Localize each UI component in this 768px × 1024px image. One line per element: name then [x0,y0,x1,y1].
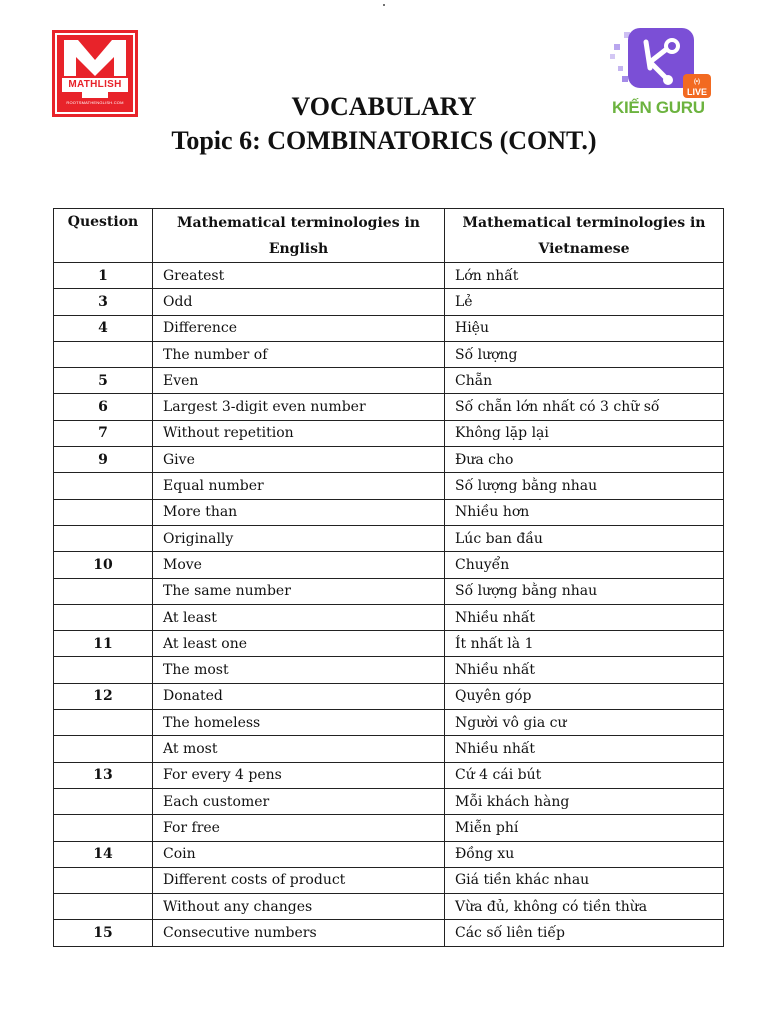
vietnamese-term-cell: Người vô gia cư [445,710,724,736]
table-row [54,263,724,289]
english-term-cell: At most [153,736,445,762]
vietnamese-term-cell: Lẻ [445,289,724,315]
vietnamese-term-cell: Số lượng bằng nhau [445,473,724,499]
header-vietnamese: Mathematical terminologies in Vietnamese [445,209,724,263]
question-number-cell [54,604,153,630]
vietnamese-term-cell: Chẵn [445,368,724,394]
vietnamese-term-cell: Lúc ban đầu [445,525,724,551]
table-row [54,578,724,604]
question-number-cell: 9 [54,447,153,473]
english-term-cell: Without repetition [153,420,445,446]
table-row [54,604,724,630]
table-row [54,525,724,551]
english-term-cell: The homeless [153,710,445,736]
english-term-cell: More than [153,499,445,525]
vietnamese-term-cell: Nhiều nhất [445,604,724,630]
english-term-cell: At least one [153,631,445,657]
english-term-cell: The number of [153,341,445,367]
vietnamese-term-cell: Mỗi khách hàng [445,788,724,814]
vietnamese-term-cell: Đồng xu [445,841,724,867]
table-row [54,394,724,420]
question-number-cell [54,867,153,893]
question-number-cell: 13 [54,762,153,788]
table-body [54,263,724,947]
vietnamese-term-cell: Đưa cho [445,447,724,473]
table-row [54,657,724,683]
vietnamese-term-cell: Số lượng [445,341,724,367]
table-row [54,894,724,920]
vietnamese-term-cell: Các số liên tiếp [445,920,724,946]
table-row [54,368,724,394]
vietnamese-term-cell: Cứ 4 cái bút [445,762,724,788]
header-english: Mathematical terminologies in English [153,209,445,263]
live-badge-text: LIVE [686,87,707,97]
english-term-cell: Each customer [153,788,445,814]
english-term-cell: Coin [153,841,445,867]
vietnamese-term-cell: Quyên góp [445,683,724,709]
english-term-cell: Without any changes [153,894,445,920]
english-term-cell: Largest 3-digit even number [153,394,445,420]
english-term-cell: Give [153,447,445,473]
page-dot [383,4,385,6]
english-term-cell: For free [153,815,445,841]
table-row [54,736,724,762]
english-term-cell: Even [153,368,445,394]
vocabulary-table [53,208,724,947]
english-term-cell: Greatest [153,263,445,289]
table-row [54,867,724,893]
table-row [54,420,724,446]
page-subtitle: Topic 6: COMBINATORICS (CONT.) [171,126,597,155]
english-term-cell: Move [153,552,445,578]
english-term-cell: Originally [153,525,445,551]
question-number-cell [54,525,153,551]
table-row [54,552,724,578]
header-question: Question [54,209,153,263]
page-title: VOCABULARY [291,92,477,121]
table-row [54,289,724,315]
english-term-cell: At least [153,604,445,630]
question-number-cell [54,710,153,736]
live-signal-icon: (•) [693,79,701,85]
vietnamese-term-cell: Nhiều hơn [445,499,724,525]
table-row [54,631,724,657]
question-number-cell: 1 [54,263,153,289]
table-row [54,841,724,867]
english-term-cell: Equal number [153,473,445,499]
question-number-cell [54,894,153,920]
vietnamese-term-cell: Vừa đủ, không có tiền thừa [445,894,724,920]
table-row [54,788,724,814]
question-number-cell [54,788,153,814]
english-term-cell: Difference [153,315,445,341]
english-term-cell: Donated [153,683,445,709]
question-number-cell: 4 [54,315,153,341]
vietnamese-term-cell: Số lượng bằng nhau [445,578,724,604]
table-row [54,683,724,709]
table-row [54,762,724,788]
vietnamese-term-cell: Miễn phí [445,815,724,841]
question-number-cell: 12 [54,683,153,709]
question-number-cell [54,578,153,604]
english-term-cell: Consecutive numbers [153,920,445,946]
question-number-cell: 11 [54,631,153,657]
english-term-cell: The same number [153,578,445,604]
table-row [54,341,724,367]
mathlish-site-text: ROOTSMATHENGLISH.COM [66,100,124,105]
question-number-cell: 3 [54,289,153,315]
table-row [54,499,724,525]
vietnamese-term-cell: Nhiều nhất [445,736,724,762]
vietnamese-term-cell: Không lặp lại [445,420,724,446]
question-number-cell: 10 [54,552,153,578]
question-number-cell [54,657,153,683]
english-term-cell: Odd [153,289,445,315]
question-number-cell [54,736,153,762]
vietnamese-term-cell: Nhiều nhất [445,657,724,683]
table-row [54,710,724,736]
mathlish-brand-text: MATHLISH [68,79,122,90]
question-number-cell: 5 [54,368,153,394]
table-row [54,447,724,473]
question-number-cell: 14 [54,841,153,867]
question-number-cell [54,815,153,841]
vietnamese-term-cell: Ít nhất là 1 [445,631,724,657]
table-row [54,815,724,841]
question-number-cell: 6 [54,394,153,420]
vietnamese-term-cell: Lớn nhất [445,263,724,289]
question-number-cell: 15 [54,920,153,946]
table-row [54,473,724,499]
english-term-cell: Different costs of product [153,867,445,893]
question-number-cell [54,473,153,499]
vietnamese-term-cell: Hiệu [445,315,724,341]
vietnamese-term-cell: Số chẵn lớn nhất có 3 chữ số [445,394,724,420]
question-number-cell: 7 [54,420,153,446]
english-term-cell: The most [153,657,445,683]
question-number-cell [54,341,153,367]
vietnamese-term-cell: Chuyển [445,552,724,578]
kienguru-brand-text: KIẾN GURU [612,98,705,117]
table-header-row [54,209,724,263]
table-row [54,920,724,946]
question-number-cell [54,499,153,525]
vietnamese-term-cell: Giá tiền khác nhau [445,867,724,893]
table-row [54,315,724,341]
english-term-cell: For every 4 pens [153,762,445,788]
